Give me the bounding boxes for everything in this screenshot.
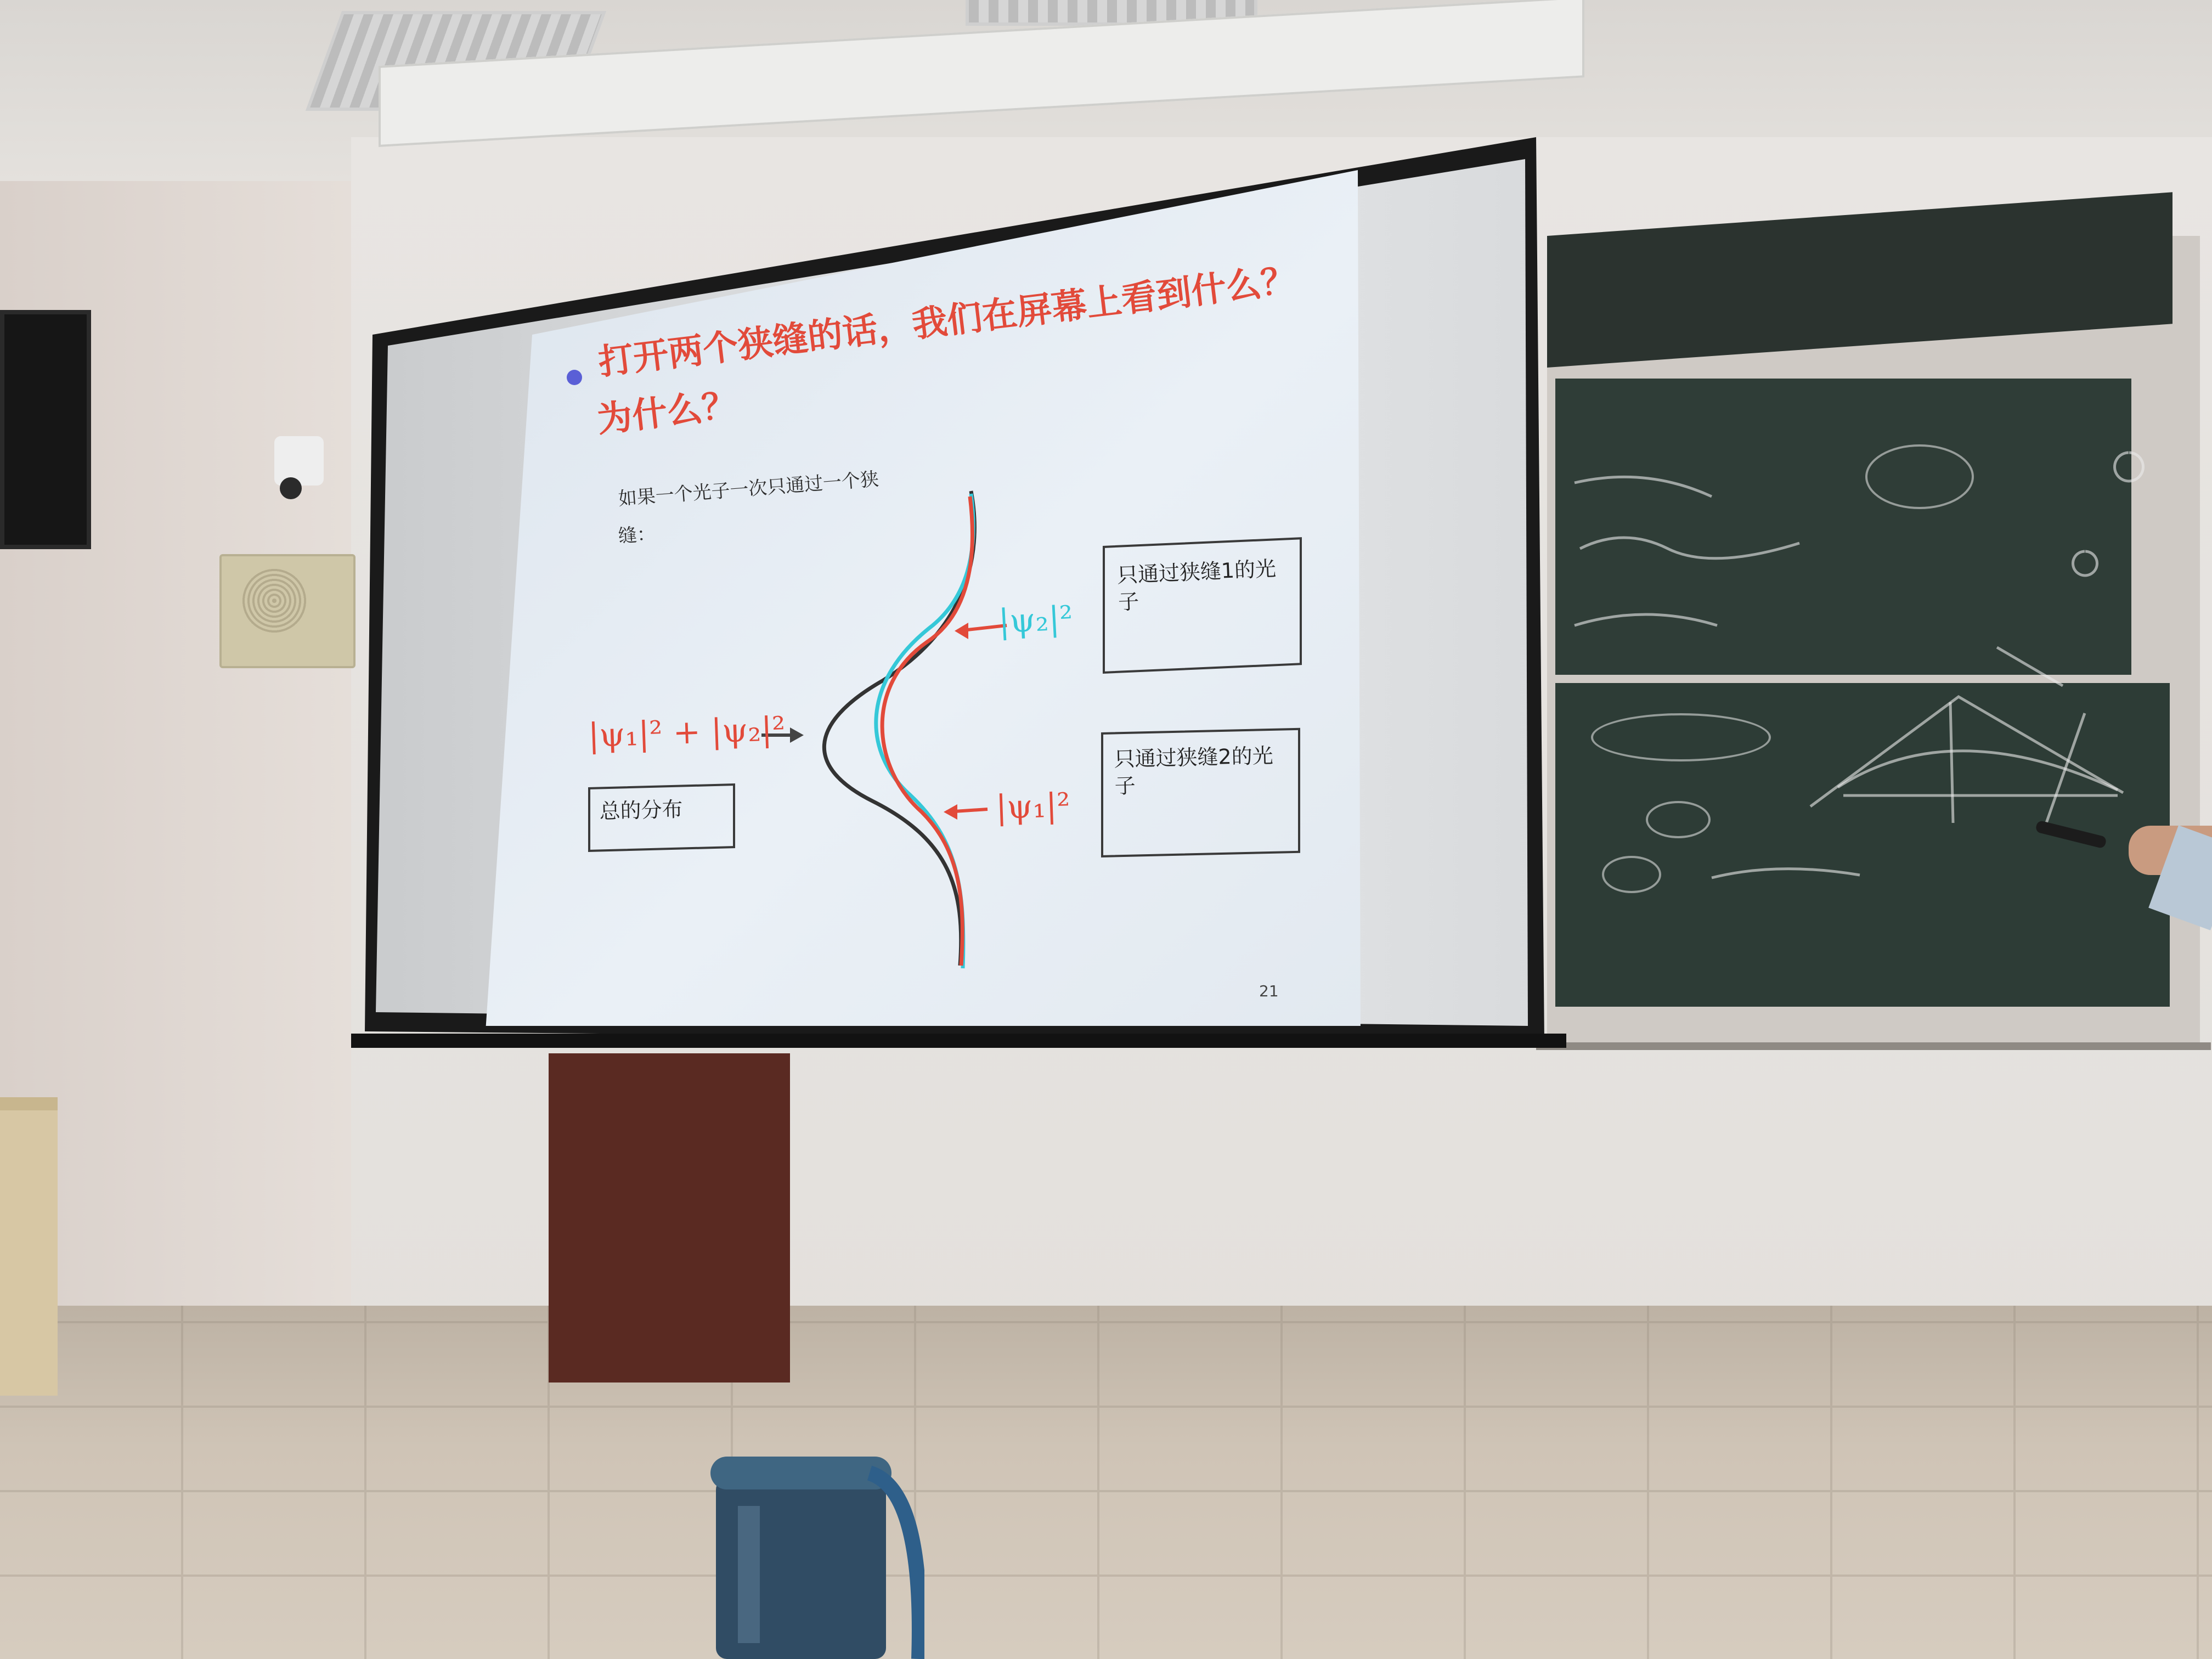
psi1-squared-label: |ψ₁|² (995, 786, 1071, 827)
bottle-lid (710, 1457, 891, 1489)
sum-arrowhead (790, 727, 804, 743)
slit2-callout-text: 只通过狭缝2的光子 (1114, 743, 1274, 799)
psi1-curve (882, 496, 972, 966)
total-distribution-curve (824, 491, 974, 966)
psi-sum-label: |ψ₁|² + |ψ₂|² (587, 709, 786, 755)
slide-note-line2: 缝： (617, 523, 657, 548)
slide-note-line1: 如果一个光子一次只通过一个狭 (617, 468, 880, 510)
slit1-callout-text: 只通过狭缝1的光子 (1116, 556, 1277, 615)
total-distribution-text: 总的分布 (599, 797, 684, 823)
water-bottle (705, 1457, 924, 1659)
bottle-highlight (738, 1506, 760, 1643)
slide-title-line1: 打开两个狭缝的话，我们在屏幕上看到什么？ (596, 259, 1299, 383)
slide-page-number: 21 (1259, 982, 1279, 1000)
slide-title-line2: 为什么？ (595, 383, 740, 441)
psi1-arrowhead (944, 804, 957, 820)
psi2-arrowhead (955, 623, 968, 639)
psi2-squared-label: |ψ₂|² (997, 599, 1074, 641)
